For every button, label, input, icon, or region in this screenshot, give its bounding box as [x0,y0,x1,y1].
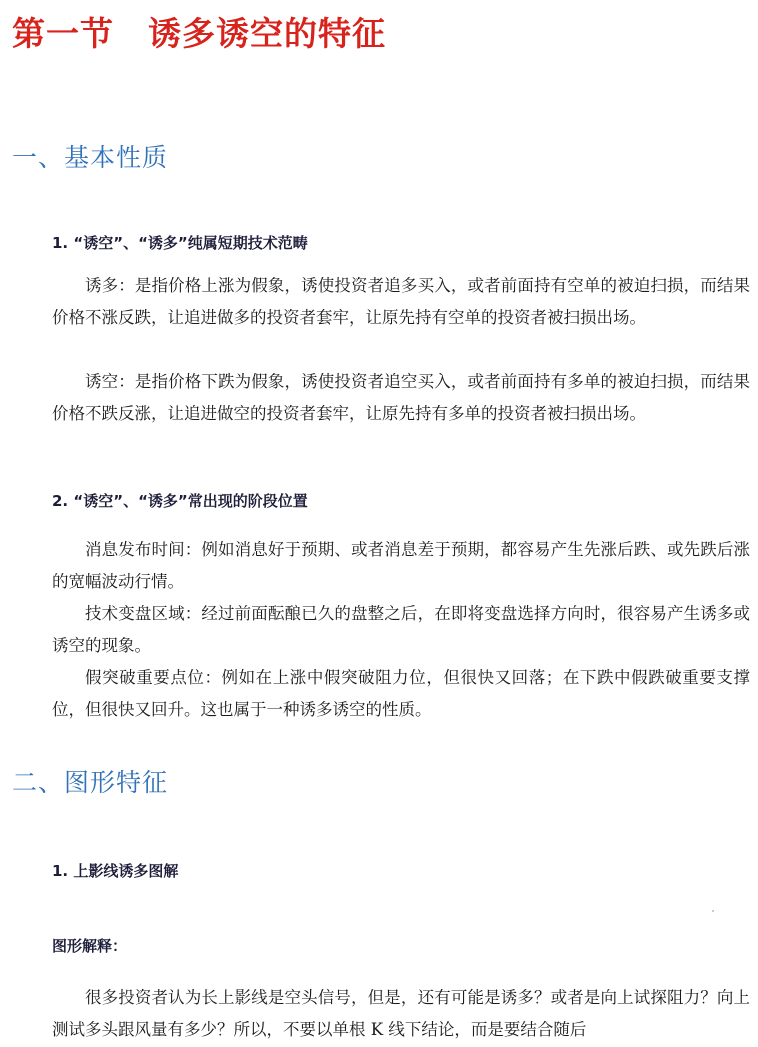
scan-speck [712,910,714,912]
subsection-heading-stage-position: 2. “诱空”、“诱多”常出现的阶段位置 [52,492,308,510]
paragraph-news-release: 消息发布时间：例如消息好于预期、或者消息差于预期，都容易产生先涨后跌、或先跌后涨的宽幅波动行情。 [52,540,750,591]
subsection-heading-upper-shadow: 1. 上影线诱多图解 [52,862,179,880]
paragraph-upper-shadow: 很多投资者认为长上影线是空头信号，但是，还有可能是诱多？或者是向上试探阻力？向上测试多头跟风量有多少？所以，不要以单根 K 线下结论，而是要结合随后 [52,988,750,1039]
paragraph-technical-change: 技术变盘区域：经过前面酝酿已久的盘整之后，在即将变盘选择方向时，很容易产生诱多或诱空的现象。 [52,604,750,655]
paragraph-lure-short: 诱空：是指价格下跌为假象，诱使投资者追空买入，或者前面持有多单的被迫扫损，而结果价格不跌反涨，让追进做空的投资者套牢，让原先持有多单的投资者被扫损出场。 [52,372,750,423]
section-heading-chart-features: 二、图形特征 [12,768,169,797]
chapter-title [12,8,386,55]
chapter-section-name: 诱多诱空的特征 [148,14,386,53]
subsection-heading-short-term: 1. “诱空”、“诱多”纯属短期技术范畴 [52,234,308,252]
paragraph-lure-long: 诱多：是指价格上涨为假象，诱使投资者追多买入，或者前面持有空单的被迫扫损，而结果价格不涨反跌，让追进做多的投资者套牢，让原先持有空单的投资者被扫损出场。 [52,276,750,327]
chapter-section-number: 第一节 [12,14,114,53]
section-heading-basic-nature: 一、基本性质 [12,143,169,172]
chart-explanation-label: 图形解释： [52,937,128,955]
paragraph-false-breakout: 假突破重要点位：例如在上涨中假突破阻力位，但很快又回落；在下跌中假跌破重要支撑位，但很快又回升。这也属于一种诱多诱空的性质。 [52,668,750,719]
